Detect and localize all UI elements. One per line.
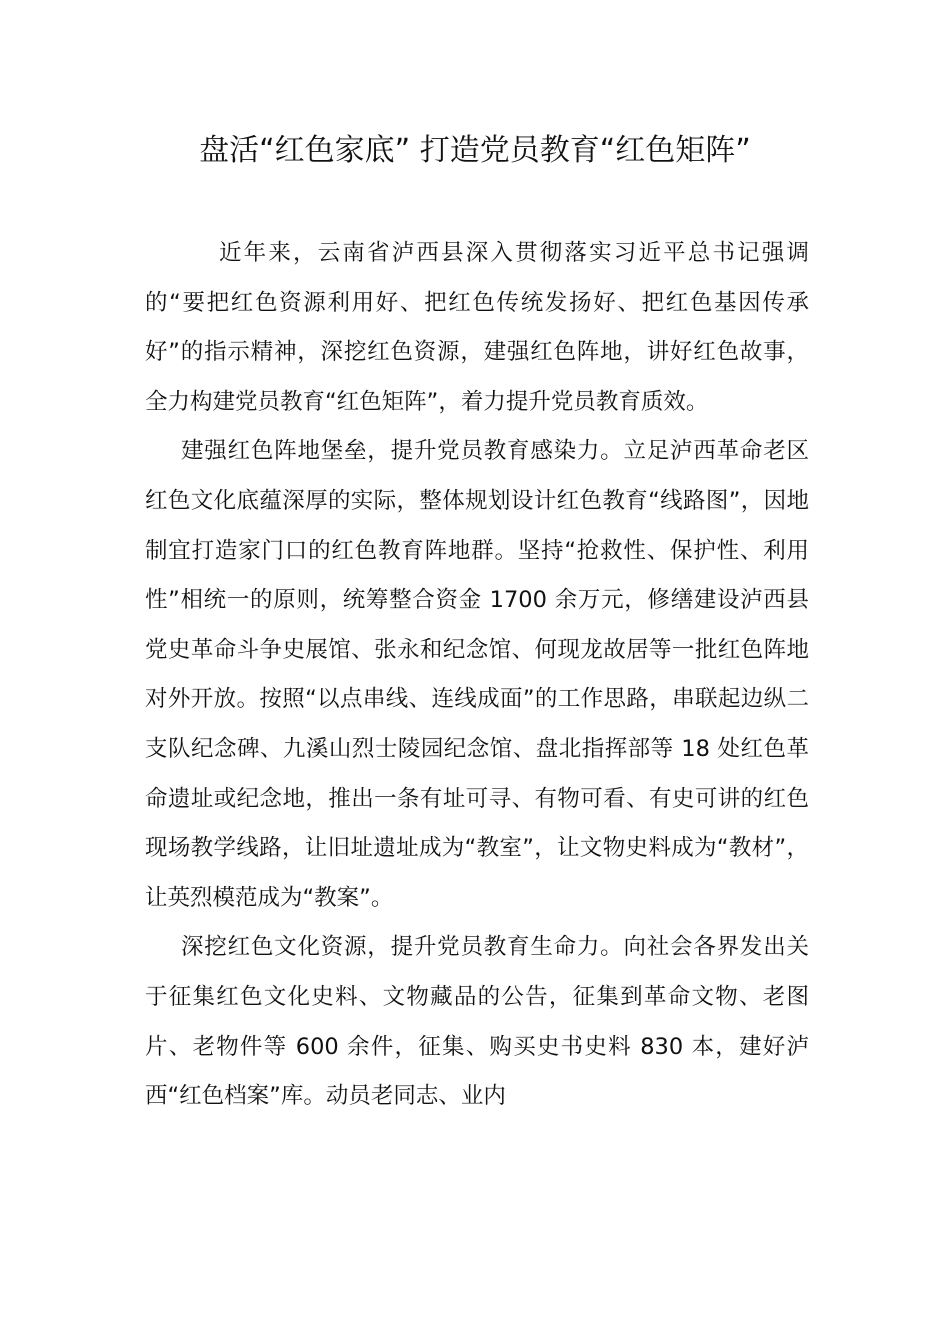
document-body [145,229,809,1122]
paragraph-red-positions: 建强红色阵地堡垒，提升党员教育感染力。立足泸西革命老区红色文化底蕴深厚的实际，整体规划设计红色教育“线路图”，因地制宜打造家门口的红色教育阵地群。坚持“抢救性、保护性、利用性”相统一的原则，统筹整合资金 1700 余万元，修缮建设泸西县党史革命斗争史展馆、张永和纪念馆、何现龙故居等一批红色阵地对外开放。按照“以点串线、连线成面”的工作思路，串联起边纵二支队纪念碑、九溪山烈士陵园纪念馆、盘北指挥部等 18 处红色革命遗址或纪念地，推出一条有址可寻、有物可看、有史可讲的红色现场教学线路，让旧址遗址成为“教室”，让文物史料成为“教材”，让英烈模范成为“教案”。 [145,438,809,911]
paragraph-red-culture: 深挖红色文化资源，提升党员教育生命力。向社会各界发出关于征集红色文化史料、文物藏品的公告，征集到革命文物、老图片、老物件等 600 余件，征集、购买史书史料 830 本，建好泸西“红色档案”库。动员老同志、业内 [145,934,809,1110]
paragraph-intro: 近年来，云南省泸西县深入贯彻落实习近平总书记强调的“要把红色资源利用好、把红色传统发扬好、把红色基因传承好”的指示精神，深挖红色资源，建强红色阵地，讲好红色故事，全力构建党员教育“红色矩阵”，着力提升党员教育质效。 [145,240,809,415]
document-title: 盘活“红色家底” 打造党员教育“红色矩阵” [199,133,751,168]
